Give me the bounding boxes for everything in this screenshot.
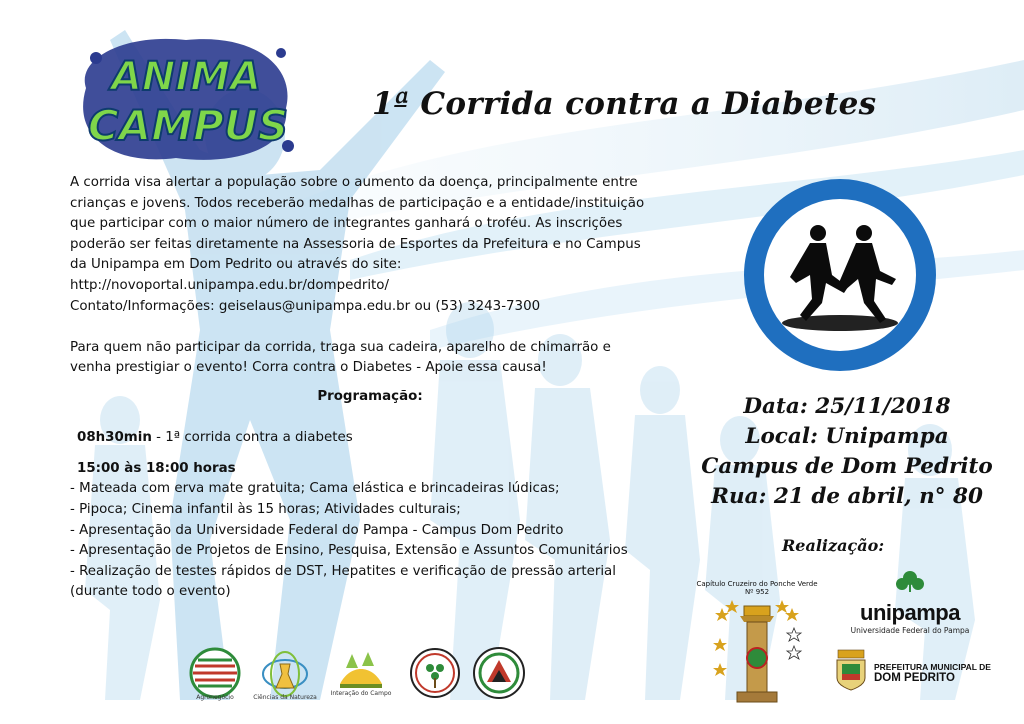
partner-label: Agronegócio [196,694,234,701]
program-first-item [70,428,670,449]
partner-label: Ciências da Natureza [253,694,317,701]
event-info [672,392,1022,512]
prefeitura-logo [834,648,1004,698]
unipampa-logo [850,568,970,638]
contact-line: Contato/Informações: geiselaus@unipampa.edu.br ou (53) 3243-7300 [70,298,541,314]
program-first-desc: - 1ª corrida contra a diabetes [151,430,353,446]
invite-line: Para quem não participar da corrida, traga sua cadeira, aparelho de chimarrão e [70,339,611,355]
prefeitura-line2: DOM PEDRITO [874,672,955,684]
event-date: Data: 25/11/2018 [743,394,951,419]
website-link[interactable]: http://novoportal.unipampa.edu.br/dompedrito/ [70,277,390,293]
program-item: - Pipoca; Cinema infantil às 15 horas; Atividades culturais; [70,501,461,517]
realizacao-heading: Realização: [782,536,885,555]
program-second-time: 15:00 às 18:00 horas [77,460,236,476]
program-item: - Mateada com erva mate gratuita; Cama elástica e brincadeiras lúdicas; [70,481,560,497]
description-block [70,173,670,603]
program-item: (durante todo o evento) [70,584,231,600]
vitivinicultura-logo-icon [406,644,464,702]
prefeitura-text [874,662,991,684]
logo-line1: ANIMA [110,54,262,100]
coat-of-arms-icon [834,648,868,692]
event-address: Rua: 21 de abril, n° 80 [711,484,983,509]
prefeitura-line1: PREFEITURA MUNICIPAL DE [874,662,991,672]
unipampa-subtitle: Universidade Federal do Pampa [850,626,970,635]
program-item: - Realização de testes rápidos de DST, Hepatites e verificação de pressão arterial [70,563,616,579]
crest-caption: Capítulo Cruzeiro do Ponche Verde Nº 952 [696,580,818,596]
partner-label: Interação do Campo [330,690,392,697]
program-item: - Apresentação de Projetos de Ensino, Pesquisa, Extensão e Assuntos Comunitários [70,543,628,559]
description-line: poderão ser feitas diretamente na Assessoria de Esportes da Prefeitura e no Campus [70,236,641,252]
description-line: A corrida visa alertar a população sobre o aumento da doença, principalmente entre [70,175,638,190]
event-local: Local: Unipampa [745,424,949,449]
description-line: crianças e jovens. Todos receberão medalhas de participação e a entidade/instituição [70,195,645,211]
page-title: 1ª Corrida contra a Diabetes [372,86,877,122]
unipampa-name: unipampa [860,600,960,625]
runners-icon [740,175,940,375]
crest-logo-icon [692,578,822,708]
description-line: da Unipampa em Dom Pedrito ou através do site: [70,257,402,273]
invite-line: venha prestigiar o evento! Corra contra o Diabetes - Apoie essa causa! [70,360,547,376]
program-first-time: 08h30min [77,430,152,446]
program-item: - Apresentação da Universidade Federal do Pampa - Campus Dom Pedrito [70,522,564,538]
program-heading: Programação: [317,388,423,404]
unipampa-leaf-icon [890,568,930,594]
anima-campus-logo [66,28,306,168]
event-campus: Campus de Dom Pedrito [701,454,993,479]
logo-splash-icon [66,28,306,168]
logo-line2: CAMPUS [87,101,289,150]
description-line: que participar com o maior número de integrantes ganhará o troféu. As inscrições [70,216,623,232]
zootecnia-logo-icon [470,644,528,702]
